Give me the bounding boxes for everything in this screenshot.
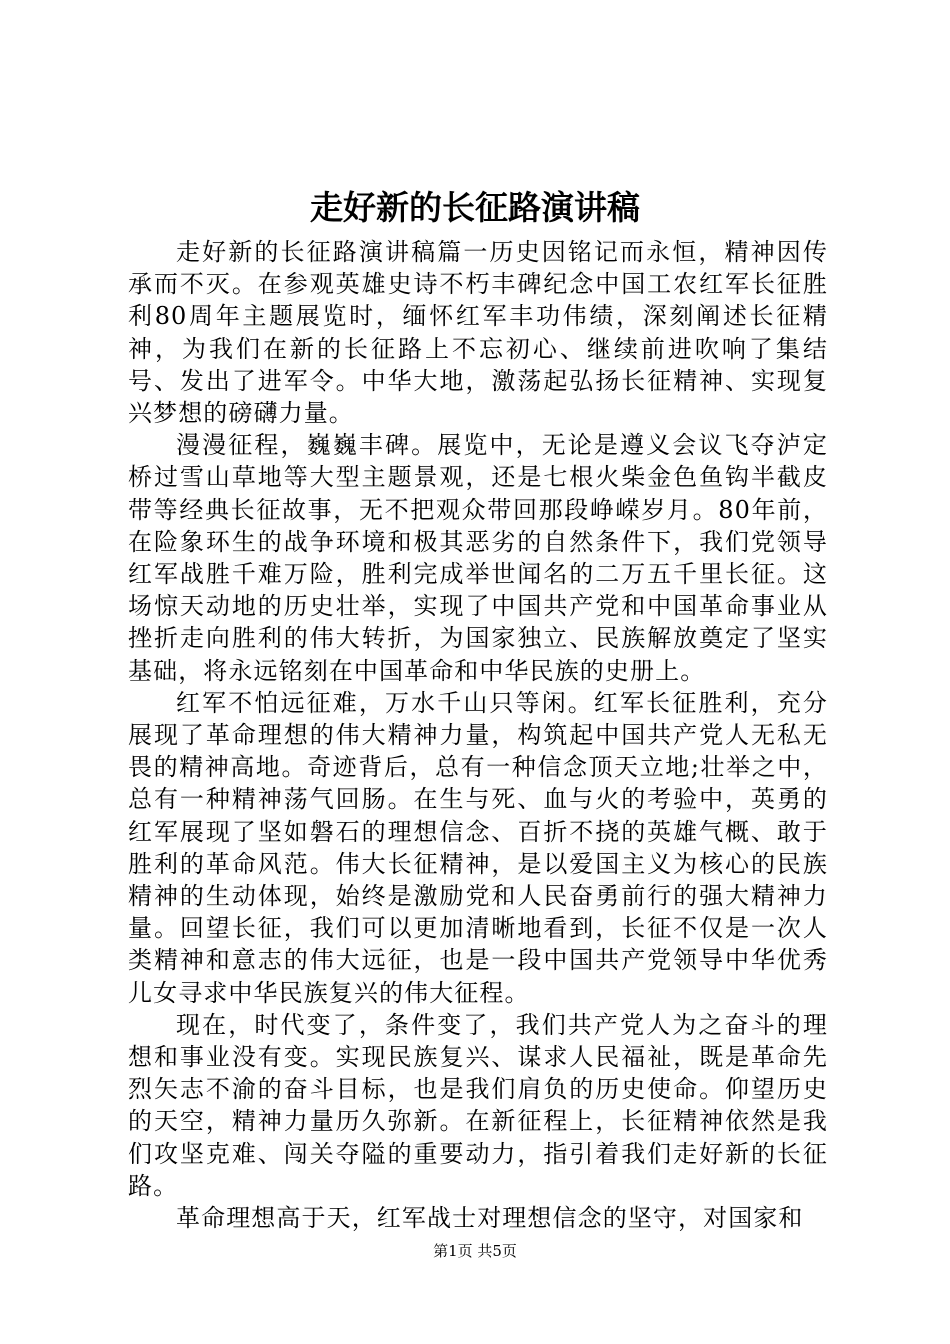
paragraph: 漫漫征程，巍巍丰碑。展览中，无论是遵义会议飞夺泸定桥过雪山草地等大型主题景观，还是七根火柴金色鱼钩半截皮带等经典长征故事，无不把观众带回那段峥嵘岁月。80年前，在险象环生的战争环境和极其恶劣的自然条件下，我们党领导红军战胜千难万险，胜利完成举世闻名的二万五千里长征。这场惊天动地的历史壮举，实现了中国共产党和中国革命事业从挫折走向胜利的伟大转折，为国家独立、民族解放奠定了坚实基础，将永远铭刻在中国革命和中华民族的史册上。 bbox=[128, 431, 828, 685]
paragraph: 红军不怕远征难，万水千山只等闲。红军长征胜利，充分展现了革命理想的伟大精神力量，构筑起中国共产党人无私无畏的精神高地。奇迹背后，总有一种信念顶天立地;壮举之中，总有一种精神荡气回肠。在生与死、血与火的考验中，英勇的红军展现了坚如磐石的理想信念、百折不挠的英雄气概、敢于胜利的革命风范。伟大长征精神，是以爱国主义为核心的民族精神的生动体现，始终是激励党和人民奋勇前行的强大精神力量。回望长征，我们可以更加清晰地看到，长征不仅是一次人类精神和意志的伟大远征，也是一段中国共产党领导中华优秀儿女寻求中华民族复兴的伟大征程。 bbox=[128, 688, 828, 1007]
page-footer: 第1页 共5页 bbox=[433, 1242, 517, 1260]
document-body bbox=[128, 236, 828, 1234]
paragraph: 现在，时代变了，条件变了，我们共产党人为之奋斗的理想和事业没有变。实现民族复兴、谋求人民福祉，既是革命先烈矢志不渝的奋斗目标，也是我们肩负的历史使命。仰望历史的天空，精神力量历久弥新。在新征程上，长征精神依然是我们攻坚克难、闯关夺隘的重要动力，指引着我们走好新的长征路。 bbox=[128, 1010, 828, 1200]
paragraph: 革命理想高于天，红军战士对理想信念的坚守，对国家和 bbox=[176, 1204, 804, 1233]
document-title: 走好新的长征路演讲稿 bbox=[310, 188, 640, 227]
paragraph: 走好新的长征路演讲稿篇一历史因铭记而永恒，精神因传承而不灭。在参观英雄史诗不朽丰碑纪念中国工农红军长征胜利80周年主题展览时，缅怀红军丰功伟绩，深刻阐述长征精神，为我们在新的长征路上不忘初心、继续前进吹响了集结号、发出了进军令。中华大地，激荡起弘扬长征精神、实现复兴梦想的磅礴力量。 bbox=[128, 238, 828, 428]
